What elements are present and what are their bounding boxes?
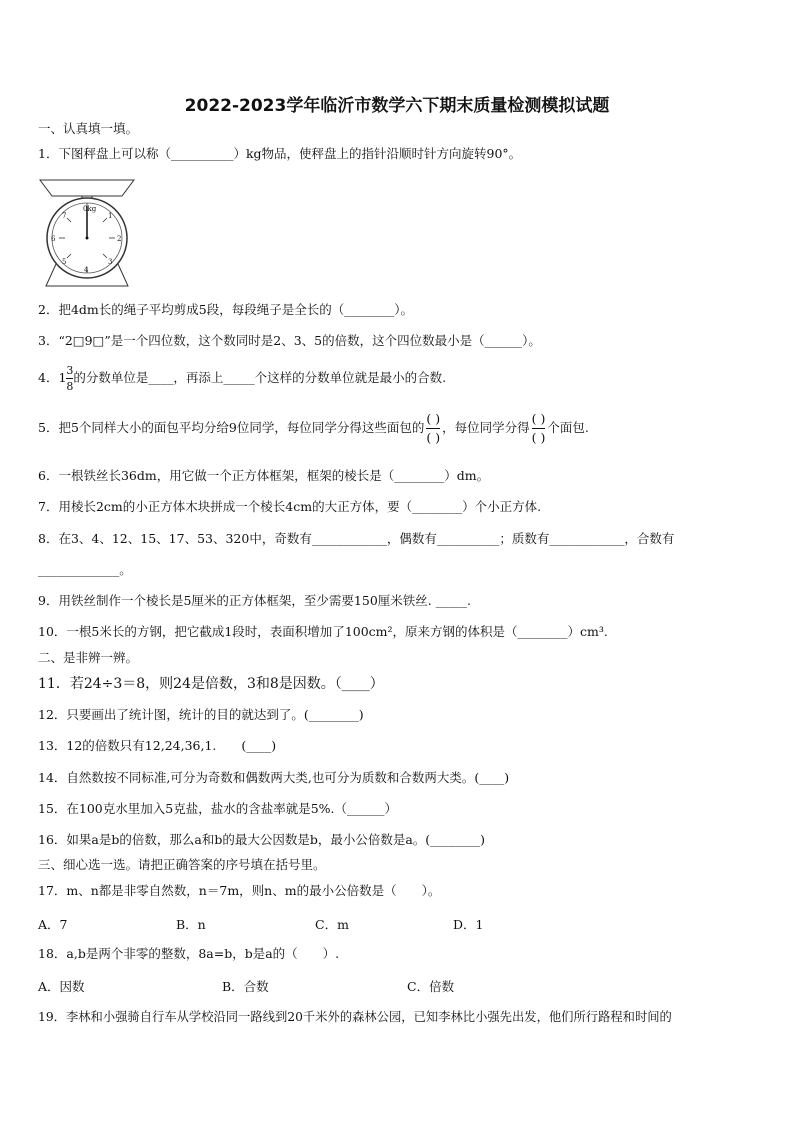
q17-option-b: B．n (176, 917, 206, 932)
scale-mark-2: 2 (117, 235, 122, 243)
q4-suffix: 的分数单位是____，再添上_____个这样的分数单位就是最小的合数. (73, 370, 447, 385)
scale-top-label: 0kg (83, 205, 97, 213)
q5-fraction-1 (426, 410, 440, 447)
q4-prefix: 4．1 (38, 370, 67, 385)
q5-blank-numerator-1: ( ) (426, 411, 441, 426)
q17-option-d: D．1 (453, 917, 484, 932)
scale-mark-7: 7 (62, 212, 67, 220)
scale-mark-6: 6 (51, 235, 56, 243)
question-18: 18．a,b是两个非零的整数，8a=b，b是a的（ ）. (38, 946, 340, 961)
question-13: 13．12的倍数只有12,24,36,1. (____) (38, 738, 277, 753)
q5-prefix: 5．把5个同样大小的面包平均分给9位同学，每位同学分得这些面包的 (38, 420, 425, 435)
question-11: 11．若24÷3＝8，则24是倍数，3和8是因数。（____） (38, 676, 384, 692)
scale-mark-4: 4 (84, 266, 89, 274)
question-16: 16．如果a是b的倍数，那么a和b的最大公因数是b，最小公倍数是a。(________) (38, 832, 486, 847)
question-9: 9．用铁丝制作一个棱长是5厘米的正方体框架，至少需要150厘米铁丝. _____. (38, 593, 471, 608)
q18-option-c: C．倍数 (407, 979, 455, 994)
scale-mark-3: 3 (108, 258, 113, 266)
scale-mark-5: 5 (62, 258, 67, 266)
scale-illustration (38, 176, 136, 288)
question-3: 3．“2□9□”是一个四位数，这个数同时是2、3、5的倍数，这个四位数最小是（______）。 (38, 333, 541, 348)
q17-option-a: A．7 (38, 917, 68, 932)
question-8-line-2: _____________。 (38, 562, 132, 577)
question-14: 14．自然数按不同标准,可分为奇数和偶数两大类,也可分为质数和合数两大类。(____) (38, 770, 510, 785)
question-5 (38, 408, 589, 448)
q5-middle: ，每位同学分得 (442, 420, 530, 435)
q5-fraction-2 (532, 410, 546, 447)
scale-mark-1: 1 (108, 212, 113, 220)
page-title: 2022-2023学年临沂市数学六下期末质量检测模拟试题 (184, 96, 610, 116)
question-15: 15．在100克水里加入5克盐，盐水的含盐率就是5%.（______） (38, 801, 398, 816)
q5-blank-denominator-2: ( ) (531, 430, 546, 445)
question-4 (38, 364, 446, 393)
question-10: 10．一根5米长的方钢，把它截成1段时，表面积增加了100cm²，原来方钢的体积是（________）cm³. (38, 624, 608, 639)
question-1: 1．下图秤盘上可以称（__________）kg物品，使秤盘上的指针沿顺时针方向旋转90°。 (38, 146, 522, 161)
question-19: 19．李林和小强骑自行车从学校沿同一路线到20千米外的森林公园，已知李林比小强先出发，他们所行路程和时间的 (38, 1010, 672, 1024)
question-17: 17．m、n都是非零自然数，n＝7m，则n、m的最小公倍数是（ ）。 (38, 883, 441, 898)
q5-suffix: 个面包. (547, 420, 589, 435)
q18-option-b: B．合数 (222, 979, 269, 994)
q4-numerator: 3 (66, 364, 74, 377)
question-8-line-1: 8．在3、4、12、15、17、53、320中，奇数有____________，偶数有__________；质数有____________，合数有 (38, 531, 675, 546)
q4-denominator: 8 (66, 380, 74, 393)
section-1-heading: 一、认真填一填。 (38, 121, 139, 136)
q17-option-c: C．m (315, 917, 349, 932)
question-2: 2．把4dm长的绳子平均剪成5段，每段绳子是全长的（________）。 (38, 302, 413, 317)
question-7: 7．用棱长2cm的小正方体木块拼成一个棱长4cm的大正方体，要（________）个小正方体. (38, 499, 542, 514)
section-2-heading: 二、是非辨一辨。 (38, 650, 139, 665)
q18-option-a: A．因数 (38, 979, 85, 994)
question-6: 6．一根铁丝长36dm，用它做一个正方体框架，框架的棱长是（________）dm。 (38, 468, 490, 483)
question-12: 12．只要画出了统计图，统计的目的就达到了。(________) (38, 707, 364, 722)
q5-blank-numerator-2: ( ) (531, 411, 546, 426)
section-3-heading: 三、细心选一选。请把正确答案的序号填在括号里。 (38, 857, 326, 872)
q5-blank-denominator-1: ( ) (426, 430, 441, 445)
